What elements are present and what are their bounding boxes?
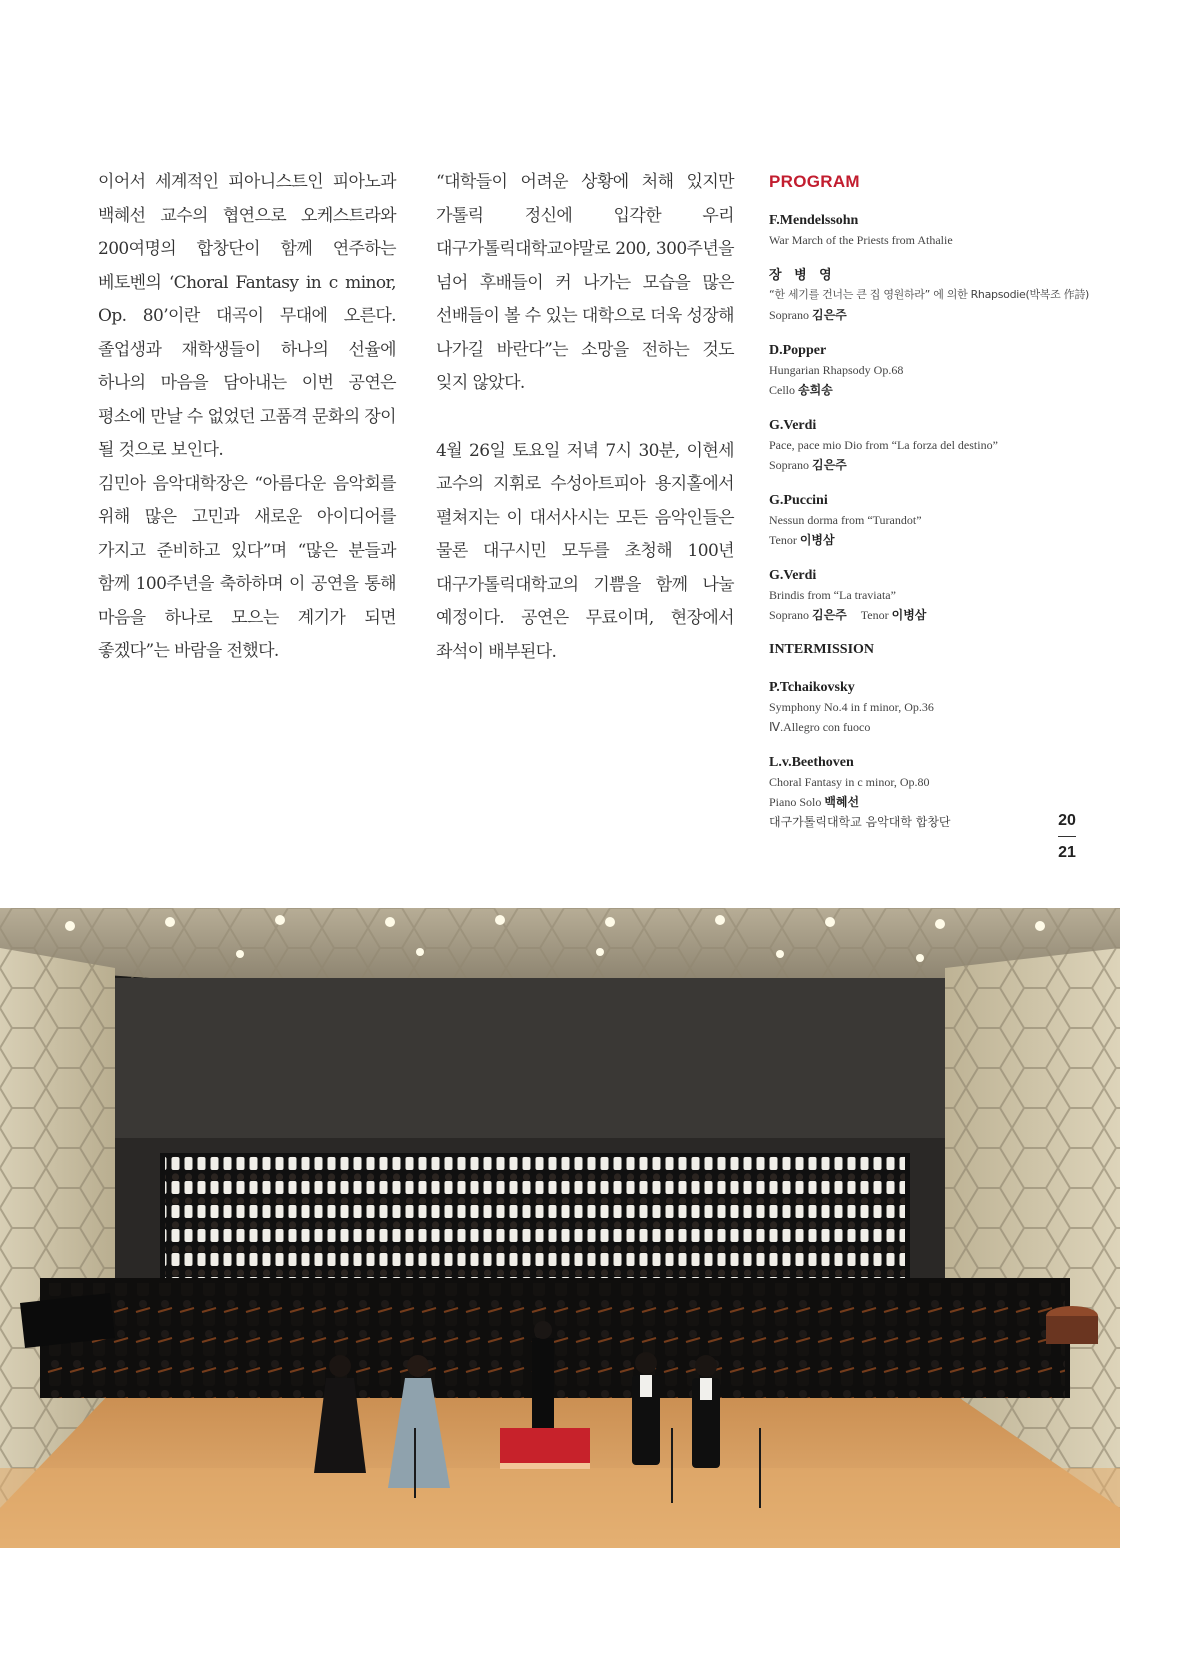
program-item bbox=[769, 492, 1169, 550]
article-column-1 bbox=[98, 166, 396, 669]
article-paragraph: 이어서 세계적인 피아니스트인 피아노과 백혜선 교수의 협연으로 오케스트라와 200여명의 합창단이 함께 연주하는 베토벤의 ‘Choral Fantasy in c minor, Op. 80’이란 대곡이 무대에 오른다. 졸업생과 재학생들이 하나의 선율에 하나의 마음을 담아내는 이번 공연은 평소에 만날 수 없었던 고품격 문화의 장이 될 것으로 보인다. bbox=[98, 172, 396, 460]
composer: G.Puccini bbox=[769, 493, 828, 508]
work-title: Pace, pace mio Dio from “La forza del destino” bbox=[769, 438, 998, 452]
performer bbox=[769, 380, 1169, 400]
performer-name: 이병삼 bbox=[891, 608, 927, 622]
page-number-left: 20 bbox=[1058, 812, 1076, 829]
composer: L.v.Beethoven bbox=[769, 755, 854, 770]
program-item bbox=[769, 267, 1169, 325]
work-title: War March of the Priests from Athalie bbox=[769, 233, 953, 247]
performer bbox=[769, 305, 1169, 325]
folio-divider bbox=[1058, 836, 1076, 837]
performer bbox=[769, 455, 1169, 475]
work-title: Hungarian Rhapsody Op.68 bbox=[769, 363, 904, 377]
article-paragraph: 김민아 음악대학장은 “아름다운 음악회를 위해 많은 고민과 새로운 아이디어를 가지고 준비하고 있다”며 “많은 분들과 함께 100주년을 축하하며 이 공연을 통해 마음을 하나로 모으는 계기가 되면 좋겠다”는 바람을 전했다. bbox=[98, 473, 396, 661]
composer: 장 병 영 bbox=[769, 268, 836, 283]
page-number-right: 21 bbox=[1058, 844, 1076, 861]
program-item bbox=[769, 567, 1169, 625]
program-title: PROGRAM bbox=[769, 172, 860, 191]
program-list bbox=[769, 172, 1169, 849]
performer bbox=[769, 792, 1169, 812]
program-item bbox=[769, 679, 1169, 737]
choir-name: 대구가톨릭대학교 음악대학 합창단 bbox=[769, 815, 951, 829]
performer-name: 김은주 bbox=[812, 308, 847, 322]
performer bbox=[769, 530, 1169, 550]
composer: D.Popper bbox=[769, 343, 827, 358]
performer-role: Soprano bbox=[769, 608, 809, 622]
performer-name: 백혜선 bbox=[824, 795, 860, 809]
performer bbox=[769, 605, 1169, 625]
composer: P.Tchaikovsky bbox=[769, 680, 855, 695]
article-column-2 bbox=[436, 166, 734, 669]
program-item bbox=[769, 212, 1169, 250]
article-paragraph: 4월 26일 토요일 저녁 7시 30분, 이현세 교수의 지휘로 수성아트피아 용지홀에서 펼쳐지는 이 대서사시는 모든 음악인들은 물론 대구시민 모두를 초청해 100년 대구가톨릭대학교의 기쁨을 함께 나눌 예정이다. 공연은 무료이며, 현장에서 좌석이 배부된다. bbox=[436, 440, 734, 662]
performer-name: 김은주 bbox=[812, 608, 847, 622]
article-paragraph: “대학들이 어려운 상황에 처해 있지만 가톨릭 정신에 입각한 우리 대구가톨릭대학교야말로 200, 300주년을 넘어 후배들이 커 나가는 모습을 많은 선배들이 볼 수 있는 대학으로 더욱 성장해 나가길 바란다”는 소망을 전하는 것도 잊지 않았다. bbox=[436, 172, 734, 393]
performer-role: Soprano bbox=[769, 458, 809, 472]
work-title: Choral Fantasy in c minor, Op.80 bbox=[769, 775, 930, 789]
work-title: Brindis from “La traviata” bbox=[769, 588, 896, 602]
program-item bbox=[769, 417, 1169, 475]
performer-role: Tenor bbox=[769, 533, 797, 547]
program-item bbox=[769, 342, 1169, 400]
performer-role: Cello bbox=[769, 383, 795, 397]
work-title: Nessun dorma from “Turandot” bbox=[769, 513, 922, 527]
page-numbers bbox=[1052, 812, 1082, 862]
performer-name: 김은주 bbox=[812, 458, 847, 472]
work-title: “한 세기를 건너는 큰 집 영원하라” 에 의한 Rhapsodie(박복조 作詩) bbox=[769, 288, 1090, 301]
program-item bbox=[769, 754, 1169, 832]
composer: G.Verdi bbox=[769, 418, 817, 433]
performer-role: Piano Solo bbox=[769, 795, 822, 809]
performer-role: Tenor bbox=[860, 608, 889, 622]
performer-name: 이병삼 bbox=[799, 533, 835, 547]
performer-role: Soprano bbox=[769, 308, 809, 322]
intermission-label: INTERMISSION bbox=[769, 642, 875, 657]
concert-photo-illustration bbox=[0, 908, 1120, 1548]
composer: G.Verdi bbox=[769, 568, 817, 583]
movement-title: Ⅳ.Allegro con fuoco bbox=[769, 720, 871, 734]
concert-photo bbox=[0, 908, 1120, 1548]
performer-name: 송희송 bbox=[798, 383, 833, 397]
work-title: Symphony No.4 in f minor, Op.36 bbox=[769, 700, 934, 714]
composer: F.Mendelssohn bbox=[769, 213, 859, 228]
